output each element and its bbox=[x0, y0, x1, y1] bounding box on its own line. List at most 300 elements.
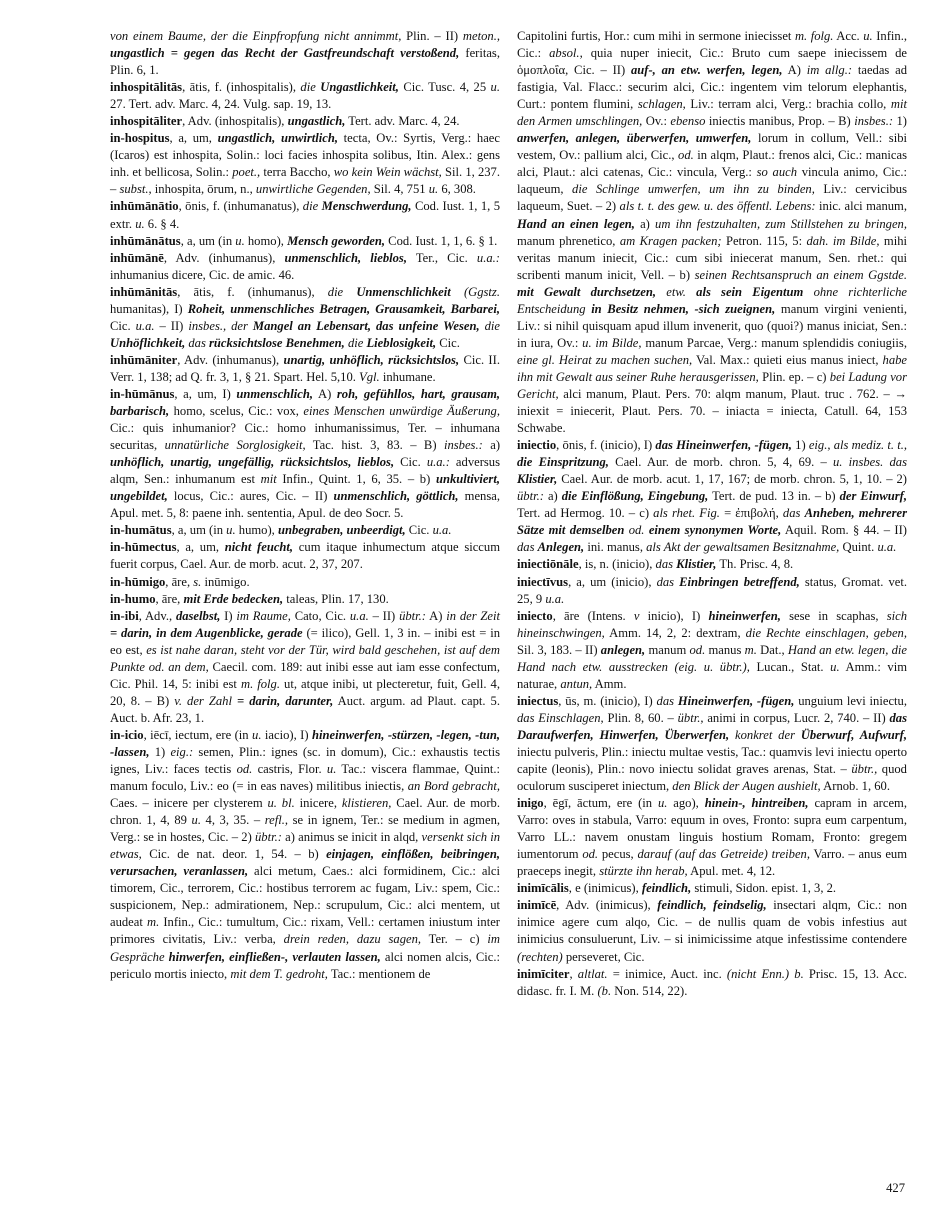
entry-text: Caes. – inicere per clysterem bbox=[110, 796, 268, 811]
italic-note: stürzte ihn herab, bbox=[599, 864, 688, 879]
german-translation: die Einspritzung, bbox=[517, 455, 609, 470]
entry-text: , a, um, bbox=[176, 540, 225, 555]
german-translation: mit Erde bedecken, bbox=[183, 591, 284, 606]
italic-note: die bbox=[347, 335, 364, 350]
german-translation: Mensch geworden, bbox=[287, 233, 386, 248]
italic-note: versenkt sich in etwas, bbox=[110, 830, 500, 862]
page-number: 427 bbox=[886, 1181, 905, 1195]
german-translation: nicht feucht, bbox=[224, 540, 294, 555]
entry-text: Plin. – II) bbox=[401, 29, 463, 43]
italic-note: schlagen, bbox=[637, 97, 686, 112]
entry-text: Caecil. com. 189: aut inibi esse aut iam esse confectum, Cic. Phil. 14, 5: inibi est bbox=[110, 659, 500, 691]
entry-text: Val. Max.: quieti eius manus iniect, bbox=[692, 352, 883, 367]
italic-note: übtr.: bbox=[399, 608, 427, 623]
entry-text: Lucan., Stat. bbox=[749, 659, 831, 674]
italic-note: od. bbox=[628, 523, 645, 538]
dictionary-entry bbox=[110, 522, 500, 539]
italic-note: mit den Armen umschlingen, bbox=[517, 97, 907, 129]
german-translation: hineinwerfen, -stürzen, -legen, -tun, -lassen, bbox=[110, 727, 501, 759]
italic-note: das bbox=[656, 693, 675, 708]
entry-text bbox=[686, 285, 696, 299]
german-translation: unmenschlich, göttlich, bbox=[333, 489, 459, 504]
entry-text: Tac.: viscera flammae, Quint.: manum foculo, Liv.: eo (= in eas naves) militibus iniectis, bbox=[110, 762, 501, 794]
entry-text: Tert. adv. Marc. 4, 24. bbox=[345, 114, 460, 129]
dictionary-entry bbox=[110, 386, 500, 522]
german-translation: roh, gefühllos, hart, grausam, barbarisch, bbox=[110, 386, 501, 419]
german-translation: hinwerfen, einfließen-, verlauten lassen, bbox=[168, 949, 381, 964]
entry-text: 1) bbox=[791, 438, 809, 453]
italic-note: u.a. bbox=[877, 540, 897, 555]
italic-note: darauf (auf das Getreide) treiben, bbox=[637, 847, 810, 862]
entry-text: , iēcī, iectum, ere (in bbox=[143, 727, 253, 742]
dictionary-entry bbox=[110, 539, 500, 573]
german-translation: mit Gewalt durchsetzen, bbox=[517, 284, 657, 299]
entry-text: ago), bbox=[667, 796, 705, 811]
headword: in-hūmigo bbox=[110, 574, 166, 589]
entry-text: Tert. ad Hermog. 10. – c) bbox=[517, 506, 654, 521]
german-translation: Hand an einen legen, bbox=[517, 216, 635, 231]
italic-note: u. bbox=[226, 523, 236, 538]
entry-text: Tac.: mentionem de bbox=[327, 966, 431, 981]
entry-text: , ōnis, f. (inicio), I) bbox=[556, 438, 656, 453]
german-translation: ungastlich, bbox=[287, 114, 346, 129]
german-translation: ungastlich, unwirtlich, bbox=[217, 131, 339, 146]
german-translation: Anheben, mehrerer Sätze mit demselben bbox=[517, 506, 907, 538]
dictionary-entry bbox=[110, 130, 500, 198]
italic-note: u.a. bbox=[545, 591, 565, 606]
italic-note: u. bbox=[235, 233, 245, 248]
italic-note: u. insbes. das bbox=[833, 455, 907, 470]
italic-note: refl., bbox=[264, 813, 289, 828]
german-translation: die Einflößung, Eingebung, bbox=[561, 489, 709, 504]
italic-note: (b. bbox=[597, 983, 612, 998]
entry-text: mihi veritas manum iniecit, Cic.: cum sibi iniecerat manum, Sen. rhet.: qui scribenti manum inicit, Vell. – b) bbox=[517, 233, 907, 282]
entry-text: terra Baccho, bbox=[260, 165, 334, 180]
german-translation: Hineinwerfen, -fügen, bbox=[677, 693, 795, 708]
entry-text: , Adv. (inhospitalis), bbox=[182, 114, 288, 129]
german-translation: = darin, darunter, bbox=[236, 693, 334, 708]
italic-note: u. bbox=[428, 182, 439, 197]
entry-text: Liv.: terram alci, Verg.: brachia collo, bbox=[685, 97, 891, 112]
german-translation: unmenschlich, lieblos, bbox=[284, 250, 407, 265]
entry-text: Sil. 4, 751 bbox=[370, 182, 429, 197]
entry-text: Cod. Iust. 1, 1, 5 extr. bbox=[110, 199, 500, 231]
german-translation: das Daraufwerfen, Hinwerfen, Überwerfen, bbox=[517, 710, 907, 742]
entry-text: 6. § 4. bbox=[144, 216, 180, 231]
headword: iniectiōnāle bbox=[517, 557, 579, 572]
german-translation: unhöflich, unartig, ungefällig, rücksichtslos, lieblos, bbox=[110, 455, 395, 470]
entry-text: pecus, bbox=[598, 847, 638, 862]
italic-note: die bbox=[484, 318, 500, 333]
entry-text: Ter. – c) bbox=[421, 932, 488, 947]
german-translation: Lieblosigkeit, bbox=[366, 335, 437, 350]
headword: in-humātus bbox=[110, 523, 172, 538]
german-translation: das Hineinwerfen, -fügen, bbox=[655, 438, 792, 453]
italic-note: die Rechte einschlagen, geben, bbox=[745, 625, 907, 640]
entry-text: , bbox=[569, 966, 578, 981]
entry-text: Arnob. 1, 60. bbox=[820, 779, 890, 794]
entry-text: a) bbox=[543, 489, 562, 504]
dictionary-entry bbox=[517, 693, 907, 795]
italic-note: insbes., der bbox=[188, 318, 248, 333]
german-translation: rücksichtslose Benehmen, bbox=[209, 335, 345, 350]
entry-text: alci manum, Plaut. Pers. 70: alqm manum, Plaut. truc . 762. – → iniexit = iniecerit, Plaut. Pers. 70. – iniacta = iniecta, Catull. 64, 153 Schwabe. bbox=[517, 386, 907, 436]
entry-text: Varro. – anus eum praeceps inegit, bbox=[517, 847, 907, 879]
entry-text: A) bbox=[313, 386, 337, 401]
dictionary-entry bbox=[110, 79, 500, 113]
entry-text: manum virgini venienti, Liv.: si nihil quisquam apud illum invenerit, quo (quoi?) manus iniciat, Sen.: in iura, Ov.: bbox=[517, 301, 908, 350]
italic-note: an Bord gebracht, bbox=[407, 779, 500, 794]
entry-text: Auct. argum. ad Plaut. capt. 5. Auct. b. Afr. 23, 1. bbox=[110, 693, 500, 725]
entry-text: , is, n. (inicio), bbox=[578, 557, 656, 572]
headword: inhūmāniter bbox=[110, 352, 178, 367]
italic-note: als Akt der gewaltsamen Besitznahme, bbox=[646, 540, 840, 555]
entry-text: Tert. de pud. 13 in. – b) bbox=[708, 489, 840, 504]
german-translation: anwerfen, anlegen, überwerfen, umwerfen, bbox=[517, 131, 752, 146]
italic-note: wo kein Wein wächst, bbox=[333, 165, 442, 180]
entry-text: Quint. bbox=[839, 540, 878, 555]
italic-note: seinen Rechtsanspruch an einem Ggstde. bbox=[694, 267, 908, 282]
italic-note: die Schlinge umwerfen, um ihn zu binden, bbox=[572, 182, 815, 197]
entry-text: Amm. 14, 2, 2: dextram, bbox=[604, 625, 746, 640]
italic-note: ebenso bbox=[670, 114, 706, 129]
italic-note: eig., als mediz. t. t., bbox=[808, 438, 907, 453]
headword: inimīcālis bbox=[517, 881, 569, 896]
entry-text: 27. Tert. adv. Marc. 4, 24. Vulg. sap. 19, 13. bbox=[110, 97, 332, 112]
italic-note: u. bl. bbox=[267, 796, 295, 811]
italic-note: übtr.: bbox=[517, 489, 544, 504]
german-translation: als sein Eigentum bbox=[696, 284, 804, 299]
italic-note: eig.: bbox=[170, 744, 194, 759]
right-column bbox=[517, 28, 907, 1000]
entry-text: , ūs, m. (inicio), I) bbox=[558, 693, 657, 708]
entry-text: Amm.: vim naturae, bbox=[517, 659, 908, 691]
italic-note: das Einschlagen, bbox=[517, 710, 604, 725]
italic-note: od. bbox=[236, 762, 253, 777]
entry-text: inic. alci manum, bbox=[815, 199, 908, 214]
headword: in-icio bbox=[110, 727, 144, 742]
entry-text: inhospita, ōrum, n., bbox=[151, 182, 256, 197]
italic-note: mit dem T. gedroht, bbox=[230, 966, 328, 981]
entry-text: , ēgī, āctum, ere (in bbox=[543, 796, 658, 811]
entry-text: Ov.: bbox=[642, 114, 671, 129]
entry-text: quia nuper iniecit, Cic.: Bruto cum saepe iniecissem de ὁμοπλοΐα, Cic. – II) bbox=[517, 46, 907, 78]
german-translation: der Einwurf, bbox=[839, 489, 907, 504]
german-translation: Anlegen, bbox=[537, 540, 585, 555]
italic-note: dah. im Bilde, bbox=[806, 233, 880, 248]
entry-text: 6, 308. bbox=[438, 182, 476, 197]
entry-text: , ātis, f. (inhumanus), bbox=[177, 284, 328, 299]
german-translation: einem synonymen Worte, bbox=[648, 523, 782, 538]
dictionary-entry bbox=[517, 556, 907, 573]
german-translation: anlegen, bbox=[600, 642, 646, 657]
italic-note: die bbox=[302, 199, 319, 214]
entry-text: cum itaque inhumectum atque siccum fuerit corpus, Cael. Aur. de morb. acut. 2, 37, 207. bbox=[110, 540, 500, 572]
dictionary-entry bbox=[110, 352, 500, 386]
dictionary-entry bbox=[110, 591, 500, 608]
entry-text: Petron. 115, 5: bbox=[721, 233, 807, 248]
italic-note: am Kragen packen; bbox=[619, 233, 722, 248]
italic-note: u. bbox=[863, 29, 873, 43]
entry-text: Capitolini furtis, Hor.: cum mihi in sermone iniecisset bbox=[517, 29, 795, 43]
german-translation: Unmenschlichkeit bbox=[356, 284, 451, 299]
entry-text: A) bbox=[426, 608, 447, 623]
dictionary-entry bbox=[110, 284, 500, 352]
entry-text: Plin. ep. – c) bbox=[758, 369, 830, 384]
italic-note: unnatürliche Sorglosigkeit, bbox=[164, 438, 306, 453]
italic-note: das bbox=[188, 335, 206, 350]
dictionary-entry bbox=[110, 574, 500, 591]
italic-note: od. bbox=[582, 847, 599, 862]
headword: inhūmānitās bbox=[110, 284, 178, 299]
italic-note: mit bbox=[260, 472, 277, 487]
entry-text: 4, 3, 35. – bbox=[201, 813, 265, 828]
left-column bbox=[110, 28, 500, 983]
italic-note: od. bbox=[678, 148, 694, 163]
entry-text: Cic. II. Verr. 1, 138; ad Q. fr. 3, 1, § 21. Spart. Hel. 5,10. bbox=[110, 352, 500, 384]
italic-note: antun, bbox=[560, 676, 593, 691]
italic-note: od. bbox=[689, 642, 706, 657]
headword: in-hūmectus bbox=[110, 540, 177, 555]
italic-note: absol., bbox=[549, 46, 583, 61]
italic-note: als t. t. des gew. u. des öffentl. Lebens: bbox=[619, 199, 816, 214]
headword: in-humo bbox=[110, 591, 156, 606]
dictionary-entry bbox=[110, 113, 500, 130]
italic-note: (Ggstz. bbox=[463, 284, 500, 299]
italic-note: sich hineinschwingen, bbox=[517, 608, 908, 640]
headword: iniectio bbox=[517, 438, 557, 453]
german-translation: unbegraben, unbeerdigt, bbox=[277, 523, 406, 538]
entry-text: Cic. bbox=[436, 335, 460, 350]
italic-note: m. bbox=[744, 642, 757, 657]
italic-note: übtr.: bbox=[254, 830, 282, 845]
entry-text bbox=[343, 285, 356, 299]
entry-text: , e (inimicus), bbox=[568, 881, 642, 896]
entry-text: (= ilico), Gell. 1, 3 in. – inibi est = in eo est, bbox=[110, 625, 501, 657]
entry-text: tecta, Ov.: Syrtis, Verg.: haec (Icaros) est inhospita, Solin.: loci facies inhospita solibus, Itin. Alex.: gens inh. et bellicosa, Solin.: bbox=[110, 131, 500, 180]
german-translation: auf-, an etw. werfen, legen, bbox=[630, 63, 783, 78]
entry-text: = inimice, Auct. inc. bbox=[607, 966, 727, 981]
entry-text bbox=[451, 285, 464, 299]
italic-note: von einem Baume, der die Einpfropfung nicht annimmt, bbox=[110, 29, 402, 43]
italic-note: unwirtliche Gegenden, bbox=[255, 182, 371, 197]
dictionary-entry bbox=[517, 880, 907, 897]
headword: inhūmānē bbox=[110, 250, 164, 265]
headword: inhospitāliter bbox=[110, 114, 183, 129]
dictionary-entry bbox=[517, 574, 907, 608]
headword: inimīciter bbox=[517, 966, 570, 981]
italic-note: übtr., bbox=[677, 710, 704, 725]
german-translation: feindlich, bbox=[641, 881, 692, 896]
entry-text: , āre (Intens. bbox=[552, 608, 634, 623]
entry-text: Amm. bbox=[592, 676, 627, 691]
italic-note: drein reden, dazu sagen, bbox=[283, 932, 422, 947]
entry-text: Aquil. Rom. § 44. – II) bbox=[781, 523, 908, 538]
entry-text: semen, Plin.: ignes (sc. in domum), Cic.: exhaustis tectis ignes, Liv.: faces tectis bbox=[110, 744, 500, 777]
german-translation: ungastlich = gegen das Recht der Gastfreundschaft verstoßend, bbox=[110, 46, 460, 61]
entry-text: inhumanius dicere, Cic. de amic. 46. bbox=[110, 267, 295, 282]
italic-note: bei Ladung vor Gericht, bbox=[517, 369, 907, 401]
entry-text: ini. manus, bbox=[584, 540, 647, 555]
entry-text: humo), bbox=[235, 523, 278, 538]
german-translation: Klistier, bbox=[517, 472, 558, 487]
headword: iniectīvus bbox=[517, 574, 569, 589]
italic-note: u. bbox=[252, 727, 262, 742]
entry-text: 1) bbox=[149, 744, 171, 759]
entry-text: iniectu pulveris, Plin.: iniectu multae vestis, Tac.: quamvis levi iniectu operto capite (leonis), Plin.: novo iniectu solidat graves arenas, Stat. – bbox=[517, 744, 907, 777]
entry-text: Sil. 1, 237. – bbox=[110, 165, 500, 197]
entry-text: Liv.: cervicibus laqueum, Suet. – 2) bbox=[517, 182, 907, 214]
entry-text: castris, Flor. bbox=[252, 762, 327, 777]
entry-text: Cic. bbox=[394, 455, 427, 470]
entry-continuation bbox=[517, 28, 907, 437]
italic-note: das bbox=[782, 506, 801, 521]
italic-note: u. bbox=[830, 659, 840, 674]
italic-note: insbes.: bbox=[854, 114, 894, 129]
german-translation: Roheit, unmenschliches Betragen, Grausamkeit, Barbarei, bbox=[187, 301, 500, 316]
entry-text: , a, um (in bbox=[180, 233, 236, 248]
entry-text: , Adv. (inimicus), bbox=[556, 898, 658, 913]
italic-note: meton., bbox=[462, 29, 500, 43]
entry-text: manus bbox=[705, 642, 745, 657]
dictionary-entry bbox=[110, 608, 500, 727]
entry-text: Infin., Cic.: tumultum, Cic.: rixam, Vell.: certamen iniustum inter primores civitatis, Liv.: verba, bbox=[110, 915, 500, 947]
entry-text: , a, um (inicio), bbox=[568, 574, 657, 589]
entry-text: a) animus se inicit in alqd, bbox=[281, 830, 422, 845]
entry-text: Prisc. 15, 13. Acc. didasc. fr. I. M. bbox=[517, 966, 907, 998]
italic-note: v. der Zahl bbox=[174, 693, 232, 708]
entry-text: Sil. 3, 183. – II) bbox=[517, 642, 601, 657]
entry-text: a) bbox=[482, 438, 501, 453]
italic-note: habe ihn mit Gewalt aus seiner Ruhe herausgerissen, bbox=[517, 352, 908, 384]
dictionary-entry bbox=[517, 437, 907, 556]
headword: in-ibi bbox=[110, 608, 139, 623]
entry-text: , Adv. (inhumanus), bbox=[163, 250, 285, 265]
headword: inimīcē bbox=[517, 898, 557, 913]
entry-continuation bbox=[110, 28, 500, 79]
italic-note: u.a. bbox=[135, 318, 155, 333]
entry-text: manum phrenetico, bbox=[517, 233, 620, 248]
italic-note: u. im Bilde, bbox=[582, 335, 642, 350]
italic-note: im allg.: bbox=[806, 63, 853, 78]
entry-text: unguium levi iniectu, bbox=[794, 693, 907, 708]
italic-note: um ihn festzuhalten, zum Stillstehen zu bringen, bbox=[655, 216, 907, 231]
entry-text: alci nomen alcis, Cic.: periculo mortis iniecto, bbox=[110, 949, 500, 981]
entry-text: Cod. Iust. 1, 1, 6. § 1. bbox=[385, 233, 498, 248]
entry-text: homo, scelus, Cic.: vox, bbox=[169, 404, 304, 419]
italic-note: so auch bbox=[756, 165, 798, 180]
entry-text: insectari alqm, Cic.: non inimice agere cum alqo, Cic. – de nullis quam de vobis infestius aut inimicius consuluerunt, Liv. – si inimicissime atque infestissime contendere bbox=[517, 898, 907, 947]
italic-note: im Gespräche bbox=[110, 932, 500, 964]
entry-text: Ter., Cic. bbox=[406, 250, 477, 265]
headword: inhūmānātio bbox=[110, 199, 179, 214]
entry-text: Cic. bbox=[405, 523, 433, 538]
entry-text: Tac. hist. 3, 83. – B) bbox=[305, 438, 444, 453]
italic-note: u. bbox=[191, 813, 201, 828]
entry-text: locus, Cic.: aures, Cic. – II) bbox=[167, 489, 334, 504]
dictionary-entry bbox=[110, 233, 500, 250]
entry-text: se in ignem, Ter.: se medium in agmen, Verg.: se in hostes, Cic. – 2) bbox=[110, 813, 501, 845]
italic-note: eine gl. Heirat zu machen suchen, bbox=[517, 352, 693, 367]
entry-text: inicio), I) bbox=[639, 608, 709, 623]
german-translation: unkultiviert, ungebildet, bbox=[110, 472, 500, 504]
italic-note: klistieren, bbox=[341, 796, 392, 811]
entry-text: – II) bbox=[154, 318, 189, 333]
italic-note: u.a. bbox=[349, 608, 369, 623]
italic-note: im Raume, bbox=[236, 608, 291, 623]
entry-text: Dat., bbox=[756, 642, 788, 657]
entry-text: inicere, bbox=[294, 796, 342, 811]
entry-text: Cael. Aur. de morb. acut. 1, 17, 167; de morb. chron. 5, 1, 10. – 2) bbox=[557, 472, 907, 487]
italic-note: den Blick der Augen aushielt, bbox=[672, 779, 821, 794]
dictionary-entry bbox=[517, 966, 907, 1000]
entry-text: A) bbox=[782, 63, 807, 78]
entry-text: vincula animo, Cic.: laqueum, bbox=[517, 165, 908, 197]
italic-note: altlat. bbox=[577, 966, 608, 981]
entry-text bbox=[656, 285, 666, 299]
entry-text: feritas, Plin. 6, 1. bbox=[110, 46, 500, 78]
entry-text: , āre, bbox=[155, 591, 184, 606]
entry-text: , Adv., bbox=[138, 608, 176, 623]
entry-text: alci metum, Caes.: alci formidinem, Cic.: alci timorem, Cic., terrorem, Cic.: hostibus terrorem ac fugam, Liv.: spem, Cic.: suspicionem, Nep.: admirationem, Nep.: scrupulum, Cic.: alci mentem, ut audeat bbox=[110, 864, 500, 930]
italic-note: etw. bbox=[666, 284, 686, 299]
entry-text: , āre, bbox=[165, 574, 194, 589]
headword: in-hūmānus bbox=[110, 386, 175, 401]
italic-note: s. bbox=[193, 574, 202, 589]
entry-text: Cael. Aur. de morb. chron. 1, 4, 89 bbox=[110, 796, 500, 828]
entry-text: capram in arcem, Varro: oves in stabula, Varro: equum in oves, Fronto: supra eum carpentum, Varro LL.: navem onustam linguis hostium Romam, Fronto: gregem iumentorum bbox=[517, 796, 907, 862]
dictionary-entry bbox=[517, 795, 907, 880]
italic-note: u. bbox=[657, 796, 668, 811]
italic-note: (rechten) bbox=[517, 949, 563, 964]
entry-text: Acc. bbox=[833, 29, 864, 43]
entry-text: in alqm, Plaut.: frenos alci, Cic.: manicas alci, Plaut.: alci catenas, Cic.: vincula, Verg.: bbox=[517, 148, 907, 180]
entry-text: Infin., Cic.: bbox=[517, 29, 907, 61]
italic-note: ohne richterliche Entscheidung bbox=[517, 284, 908, 316]
italic-note: als rhet. Fig. bbox=[653, 506, 720, 521]
entry-text: ut, atque inibi, ut plecteretur, fuit, Gell. 4, 20, 8. – B) bbox=[110, 676, 500, 708]
dictionary-entry bbox=[110, 727, 500, 983]
headword: iniecto bbox=[517, 608, 553, 623]
italic-note: in der Zeit bbox=[446, 608, 500, 623]
entry-text: iniectis manibus, Prop. – B) bbox=[705, 114, 855, 129]
entry-text: Plin. 8, 60. – bbox=[603, 710, 678, 725]
entry-text: inhumane. bbox=[379, 369, 436, 384]
entry-text: , a, um, I) bbox=[174, 386, 237, 401]
entry-text: , a, um (in bbox=[171, 523, 227, 538]
entry-text: sese in scaphas, bbox=[780, 608, 887, 623]
italic-note: poet., bbox=[232, 165, 261, 180]
entry-text: – II) bbox=[368, 608, 400, 623]
italic-note: konkret der bbox=[735, 727, 795, 742]
entry-text: Cic. Tusc. 4, 25 bbox=[398, 80, 491, 95]
german-translation: Einbringen betreffend, bbox=[679, 574, 800, 589]
entry-text: adversus alqm, Sen.: inhumanum est bbox=[110, 455, 501, 487]
german-translation: daselbst, bbox=[175, 608, 221, 623]
entry-text: Cato, Cic. bbox=[290, 608, 350, 623]
italic-note: m. folg. bbox=[240, 676, 280, 691]
italic-note: das bbox=[656, 574, 675, 589]
italic-note: das bbox=[655, 557, 674, 572]
italic-note: u. bbox=[490, 80, 500, 95]
italic-note: u. bbox=[326, 762, 337, 777]
italic-note: das bbox=[517, 540, 535, 555]
german-translation: Menschwerdung, bbox=[321, 199, 412, 214]
german-translation: in Besitz nehmen, -sich zueignen, bbox=[591, 301, 776, 316]
german-translation: unartig, unhöflich, rücksichtslos, bbox=[283, 352, 460, 367]
italic-note: u.a.: bbox=[476, 250, 500, 265]
entry-text: iacio), I) bbox=[261, 727, 312, 742]
